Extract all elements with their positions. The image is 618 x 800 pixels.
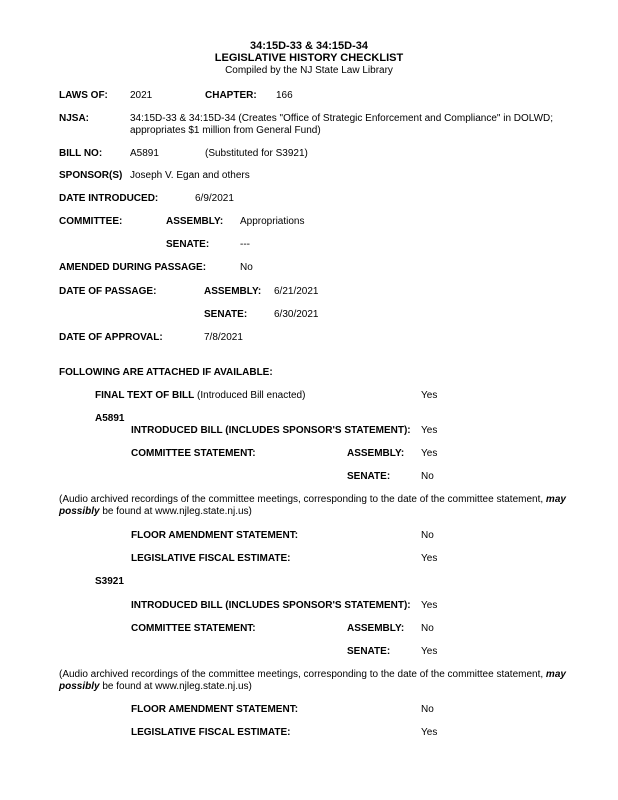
final-text-note: (Introduced Bill enacted) <box>197 390 306 401</box>
s-audio-note <box>59 669 604 693</box>
bill-no-label: BILL NO: <box>59 148 103 159</box>
sponsors-value: Joseph V. Egan and others <box>130 170 250 181</box>
s-audio-pre: (Audio archived recordings of the committee meetings, corresponding to the date of the committee statement, <box>59 669 546 680</box>
s-audio-post: be found at www.njleg.state.nj.us) <box>99 681 252 692</box>
a-bill-number: A5891 <box>95 413 125 424</box>
a-fiscal-label: LEGISLATIVE FISCAL ESTIMATE: <box>131 553 291 564</box>
passage-assembly-value: 6/21/2021 <box>274 286 319 297</box>
passage-assembly-label: ASSEMBLY: <box>204 286 262 297</box>
bill-no-value: A5891 <box>130 148 159 159</box>
s-bill-number: S3921 <box>95 576 124 587</box>
s-committee-assembly-label: ASSEMBLY: <box>347 623 405 634</box>
s-fiscal-value: Yes <box>421 727 438 738</box>
approval-label: DATE OF APPROVAL: <box>59 332 163 343</box>
a-committee-assembly-label: ASSEMBLY: <box>347 448 405 459</box>
chapter-label: CHAPTER: <box>205 90 257 101</box>
committee-assembly-label: ASSEMBLY: <box>166 216 224 227</box>
final-text-label: FINAL TEXT OF BILL <box>95 390 195 401</box>
approval-value: 7/8/2021 <box>204 332 243 343</box>
attached-heading: FOLLOWING ARE ATTACHED IF AVAILABLE: <box>59 367 273 378</box>
chapter-value: 166 <box>276 90 293 101</box>
date-introduced-label: DATE INTRODUCED: <box>59 193 159 204</box>
committee-senate-value: --- <box>240 239 250 250</box>
bill-no-note: (Substituted for S3921) <box>205 148 308 159</box>
document-subtitle: Compiled by the NJ State Law Library <box>225 65 393 76</box>
s-fiscal-label: LEGISLATIVE FISCAL ESTIMATE: <box>131 727 291 738</box>
committee-label: COMMITTEE: <box>59 216 123 227</box>
a-fiscal-value: Yes <box>421 553 438 564</box>
a-audio-emphasis: may possibly <box>59 494 566 517</box>
a-committee-senate-label: SENATE: <box>347 471 391 482</box>
njsa-line2: appropriates $1 million from General Fund) <box>130 125 321 136</box>
a-audio-note <box>59 494 604 518</box>
a-committee-assembly-value: Yes <box>421 448 438 459</box>
document-title-line2: LEGISLATIVE HISTORY CHECKLIST <box>214 52 404 64</box>
date-introduced-value: 6/9/2021 <box>195 193 234 204</box>
a-floor-label: FLOOR AMENDMENT STATEMENT: <box>131 530 299 541</box>
s-committee-assembly-value: No <box>421 623 434 634</box>
laws-of-value: 2021 <box>130 90 153 101</box>
passage-senate-label: SENATE: <box>204 309 248 320</box>
final-text-value: Yes <box>421 390 438 401</box>
s-audio-emphasis: may possibly <box>59 669 566 692</box>
laws-of-label: LAWS OF: <box>59 90 108 101</box>
document-title-line1: 34:15D-33 & 34:15D-34 <box>249 40 368 52</box>
a-introduced-label: INTRODUCED BILL (INCLUDES SPONSOR'S STATEMENT): <box>131 425 411 436</box>
s-floor-label: FLOOR AMENDMENT STATEMENT: <box>131 704 299 715</box>
committee-senate-label: SENATE: <box>166 239 210 250</box>
njsa-label: NJSA: <box>59 113 90 124</box>
njsa-line1: 34:15D-33 & 34:15D-34 (Creates "Office of Strategic Enforcement and Compliance" in DOLWD; <box>130 113 554 124</box>
passage-senate-value: 6/30/2021 <box>274 309 319 320</box>
s-committee-senate-value: Yes <box>421 646 438 657</box>
amended-label: AMENDED DURING PASSAGE: <box>59 262 207 273</box>
a-committee-senate-value: No <box>421 471 434 482</box>
passage-label: DATE OF PASSAGE: <box>59 286 157 297</box>
final-text-row <box>95 390 305 402</box>
amended-value: No <box>240 262 253 273</box>
s-committee-label: COMMITTEE STATEMENT: <box>131 623 256 634</box>
sponsors-label: SPONSOR(S) <box>59 170 123 181</box>
a-committee-label: COMMITTEE STATEMENT: <box>131 448 256 459</box>
a-audio-post: be found at www.njleg.state.nj.us) <box>99 506 252 517</box>
a-audio-pre: (Audio archived recordings of the committee meetings, corresponding to the date of the committee statement, <box>59 494 546 505</box>
s-committee-senate-label: SENATE: <box>347 646 391 657</box>
s-introduced-label: INTRODUCED BILL (INCLUDES SPONSOR'S STATEMENT): <box>131 600 411 611</box>
s-introduced-value: Yes <box>421 600 438 611</box>
a-floor-value: No <box>421 530 434 541</box>
s-floor-value: No <box>421 704 434 715</box>
committee-assembly-value: Appropriations <box>240 216 305 227</box>
a-introduced-value: Yes <box>421 425 438 436</box>
